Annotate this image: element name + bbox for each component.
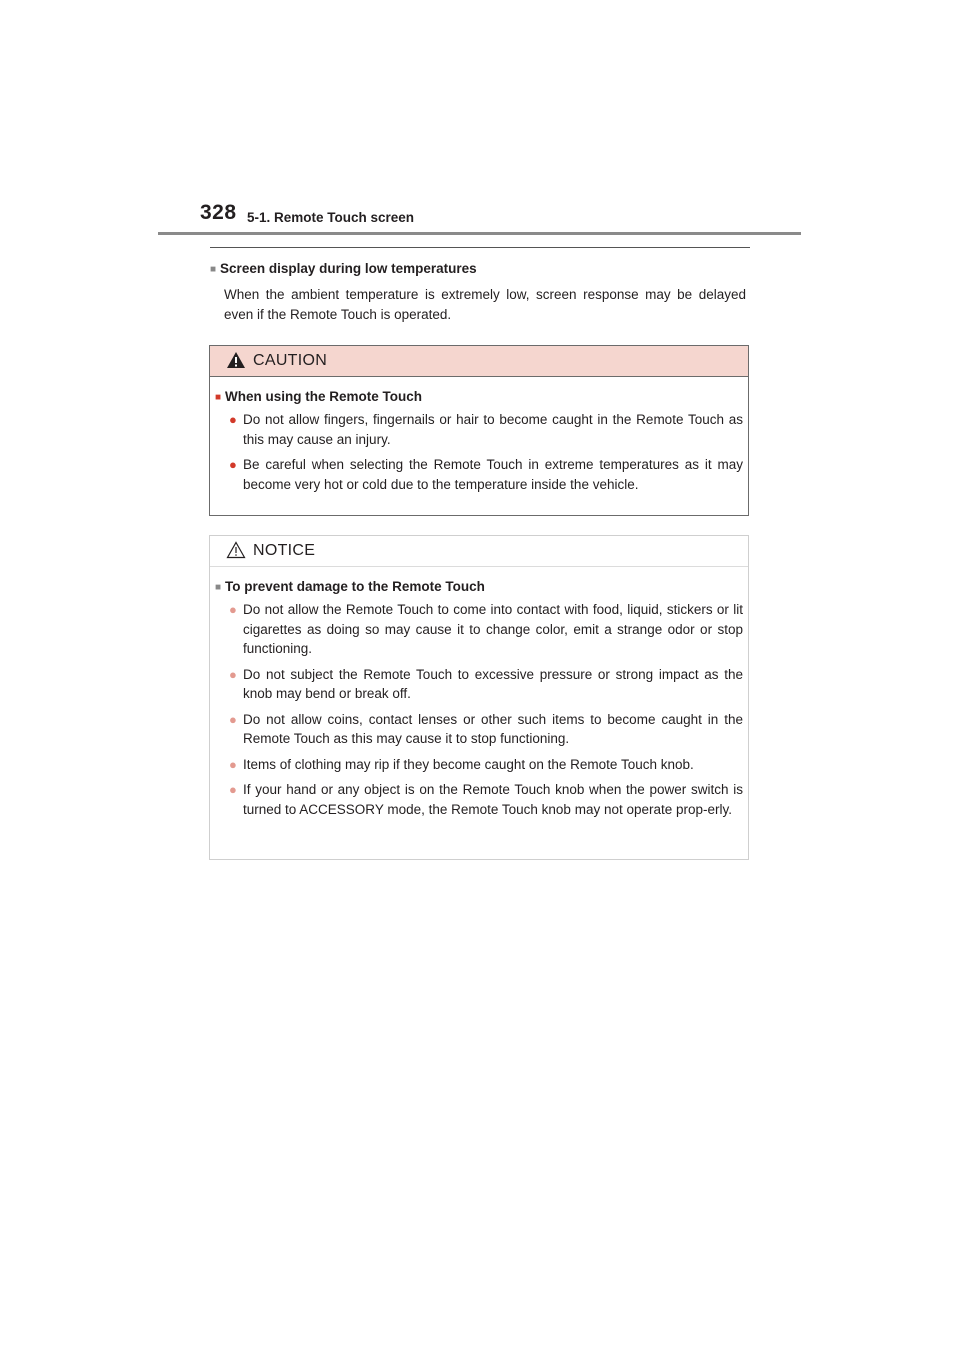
caution-item bbox=[215, 410, 743, 449]
section-divider bbox=[210, 247, 750, 248]
notice-item-text: Do not subject the Remote Touch to excessive pressure or strong impact as the knob may bend or break off. bbox=[243, 666, 743, 701]
main-paragraph: When the ambient temperature is extremely low, screen response may be delayed even if the Remote Touch is operated. bbox=[224, 287, 746, 322]
notice-item-text: If your hand or any object is on the Remote Touch knob when the power switch is turned to ACCESSORY mode, the Remote Touch knob may not operate prop-erly. bbox=[243, 782, 743, 817]
caution-item-text: Do not allow fingers, fingernails or hair to become caught in the Remote Touch as this may cause an injury. bbox=[243, 412, 743, 447]
circle-bullet-icon: ● bbox=[229, 782, 237, 797]
square-bullet-icon: ■ bbox=[215, 582, 222, 593]
notice-subheading-text: To prevent damage to the Remote Touch bbox=[225, 579, 485, 594]
caution-box bbox=[209, 345, 749, 516]
square-bullet-icon: ■ bbox=[215, 392, 222, 403]
circle-bullet-icon: ● bbox=[229, 602, 237, 617]
notice-label: NOTICE bbox=[253, 542, 316, 559]
circle-bullet-icon: ● bbox=[229, 711, 237, 727]
caution-subheading bbox=[215, 389, 743, 404]
square-bullet-icon: ■ bbox=[210, 264, 217, 275]
caution-item bbox=[215, 455, 743, 494]
notice-item bbox=[215, 600, 743, 659]
circle-bullet-icon: ● bbox=[229, 666, 237, 682]
circle-bullet-icon: ● bbox=[229, 756, 237, 772]
notice-header bbox=[210, 536, 748, 567]
caution-body bbox=[210, 377, 748, 494]
caution-subheading-text: When using the Remote Touch bbox=[225, 389, 423, 404]
notice-item bbox=[215, 665, 743, 704]
caution-label: CAUTION bbox=[253, 352, 328, 369]
notice-item bbox=[215, 755, 743, 775]
section-title: 5-1. Remote Touch screen bbox=[247, 210, 415, 225]
circle-bullet-icon: ● bbox=[229, 412, 237, 427]
notice-item bbox=[215, 710, 743, 749]
notice-subheading bbox=[215, 579, 743, 594]
notice-item-text: Do not allow the Remote Touch to come into contact with food, liquid, stickers or lit cigarettes as doing so may cause it to change color, emit a strange odor or stop functioning. bbox=[243, 602, 743, 656]
notice-item bbox=[215, 780, 743, 819]
notice-box bbox=[209, 535, 749, 860]
notice-item-text: Do not allow coins, contact lenses or other such items to become caught in the Remote Touch as this may cause it to stop functioning. bbox=[243, 711, 743, 746]
header-divider bbox=[158, 232, 801, 235]
warning-triangle-outline-icon bbox=[226, 541, 246, 559]
page-number: 328 bbox=[200, 201, 237, 224]
main-heading-text: Screen display during low temperatures bbox=[220, 261, 477, 276]
caution-item-text: Be careful when selecting the Remote Touch in extreme temperatures as it may become very hot or cold due to the temperature inside the vehicle. bbox=[243, 457, 743, 492]
circle-bullet-icon: ● bbox=[229, 457, 237, 472]
main-heading bbox=[210, 261, 477, 276]
caution-header bbox=[210, 346, 748, 377]
warning-triangle-filled-icon bbox=[226, 351, 246, 369]
notice-item-text: Items of clothing may rip if they become caught on the Remote Touch knob. bbox=[243, 756, 694, 772]
notice-body bbox=[210, 567, 748, 819]
